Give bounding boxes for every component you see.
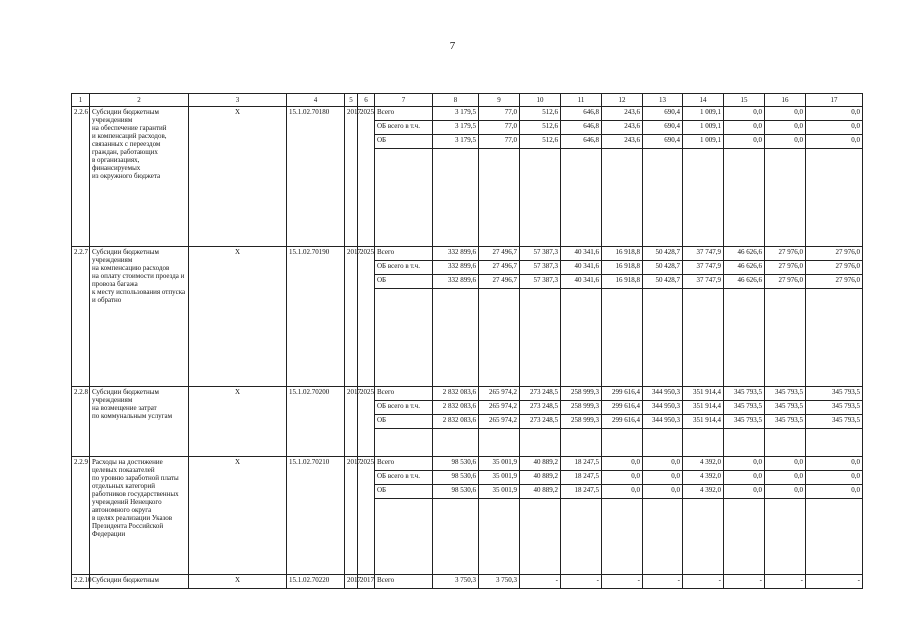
amount-cell: 3 179,5 bbox=[433, 135, 479, 149]
row-number: 2.2.8 bbox=[72, 387, 90, 457]
amount-cell: 0,0 bbox=[806, 121, 863, 135]
row-mark: Х bbox=[189, 247, 287, 387]
amount-cell: 2 832 083,6 bbox=[433, 415, 479, 429]
start-year: 2017 bbox=[345, 387, 358, 457]
empty-cell bbox=[375, 149, 433, 247]
row-mark: Х bbox=[189, 575, 287, 589]
amount-cell: 344 950,3 bbox=[643, 401, 683, 415]
amount-cell: 0,0 bbox=[643, 471, 683, 485]
amount-cell: 332 899,6 bbox=[433, 247, 479, 261]
amount-cell: 0,0 bbox=[724, 457, 765, 471]
amount-cell: 345 793,5 bbox=[724, 387, 765, 401]
start-year: 2017 bbox=[345, 457, 358, 575]
amount-cell: 0,0 bbox=[765, 135, 806, 149]
amount-cell: 37 747,9 bbox=[683, 261, 724, 275]
empty-cell bbox=[806, 499, 863, 575]
amount-cell: 18 247,5 bbox=[561, 485, 602, 499]
empty-cell bbox=[724, 429, 765, 457]
column-header: 4 bbox=[287, 94, 345, 107]
page-number: 7 bbox=[449, 40, 456, 52]
amount-cell: 299 616,4 bbox=[602, 415, 643, 429]
empty-cell bbox=[561, 429, 602, 457]
amount-cell: 0,0 bbox=[806, 471, 863, 485]
amount-cell: 351 914,4 bbox=[683, 401, 724, 415]
amount-cell: 0,0 bbox=[765, 471, 806, 485]
empty-cell bbox=[765, 429, 806, 457]
amount-cell: 646,8 bbox=[561, 107, 602, 121]
column-header: 11 bbox=[561, 94, 602, 107]
amount-cell: 345 793,5 bbox=[724, 415, 765, 429]
empty-cell bbox=[561, 149, 602, 247]
amount-cell: 265 974,2 bbox=[479, 401, 520, 415]
amount-cell: 18 247,5 bbox=[561, 471, 602, 485]
funding-source: ОБ всего в т.ч. bbox=[375, 401, 433, 415]
funding-source: Всего bbox=[375, 107, 433, 121]
empty-cell bbox=[683, 289, 724, 387]
amount-cell: 690,4 bbox=[643, 135, 683, 149]
amount-cell: 27 496,7 bbox=[479, 247, 520, 261]
amount-cell: 3 750,3 bbox=[433, 575, 479, 589]
row-number: 2.2.7 bbox=[72, 247, 90, 387]
amount-cell: 0,0 bbox=[643, 457, 683, 471]
amount-cell: 40 889,2 bbox=[520, 457, 561, 471]
empty-cell bbox=[683, 429, 724, 457]
amount-cell: 16 918,8 bbox=[602, 247, 643, 261]
empty-cell bbox=[375, 289, 433, 387]
amount-cell: 46 626,6 bbox=[724, 261, 765, 275]
end-year: 2025 bbox=[358, 247, 375, 387]
amount-cell: 258 999,3 bbox=[561, 401, 602, 415]
amount-cell: 345 793,5 bbox=[806, 401, 863, 415]
empty-cell bbox=[479, 499, 520, 575]
empty-cell bbox=[520, 499, 561, 575]
amount-cell: 273 248,5 bbox=[520, 401, 561, 415]
amount-cell: 243,6 bbox=[602, 107, 643, 121]
amount-cell: 0,0 bbox=[806, 135, 863, 149]
amount-cell: 512,6 bbox=[520, 107, 561, 121]
row-code: 15.1.02.70200 bbox=[287, 387, 345, 457]
column-header: 16 bbox=[765, 94, 806, 107]
row-number: 2.2.6 bbox=[72, 107, 90, 247]
empty-cell bbox=[375, 499, 433, 575]
empty-cell bbox=[561, 289, 602, 387]
amount-cell: - bbox=[806, 575, 863, 589]
row-description: Расходы на достижение целевых показателей по уровню заработной платы отдельных категорий работников государственных учреждений Ненецкого автономного округа в целях реализации Указов Президента Российской Федерации bbox=[90, 457, 189, 575]
amount-cell: 2 832 083,6 bbox=[433, 401, 479, 415]
column-header: 6 bbox=[358, 94, 375, 107]
amount-cell: 27 976,0 bbox=[765, 247, 806, 261]
amount-cell: 265 974,2 bbox=[479, 387, 520, 401]
end-year: 2017 bbox=[358, 575, 375, 589]
amount-cell: 690,4 bbox=[643, 121, 683, 135]
amount-cell: 345 793,5 bbox=[765, 387, 806, 401]
column-header: 2 bbox=[90, 94, 189, 107]
row-number: 2.2.9 bbox=[72, 457, 90, 575]
amount-cell: 0,0 bbox=[765, 121, 806, 135]
amount-cell: 345 793,5 bbox=[765, 415, 806, 429]
table-row bbox=[72, 387, 863, 401]
row-code: 15.1.02.70190 bbox=[287, 247, 345, 387]
empty-cell bbox=[765, 149, 806, 247]
end-year: 2025 bbox=[358, 107, 375, 247]
empty-cell bbox=[643, 429, 683, 457]
amount-cell: 0,0 bbox=[724, 471, 765, 485]
amount-cell: 0,0 bbox=[765, 107, 806, 121]
empty-cell bbox=[433, 429, 479, 457]
column-header: 12 bbox=[602, 94, 643, 107]
amount-cell: 273 248,5 bbox=[520, 387, 561, 401]
empty-cell bbox=[602, 429, 643, 457]
table-row bbox=[72, 247, 863, 261]
column-header: 8 bbox=[433, 94, 479, 107]
amount-cell: 345 793,5 bbox=[806, 415, 863, 429]
row-code: 15.1.02.70220 bbox=[287, 575, 345, 589]
funding-source: ОБ всего в т.ч. bbox=[375, 471, 433, 485]
amount-cell: 0,0 bbox=[806, 457, 863, 471]
amount-cell: 273 248,5 bbox=[520, 415, 561, 429]
column-header: 15 bbox=[724, 94, 765, 107]
row-description: Субсидии бюджетным учреждениям на компенсацию расходов на оплату стоимости проезда и провоза багажа к месту использования отпуска и обратно bbox=[90, 247, 189, 387]
empty-cell bbox=[724, 499, 765, 575]
funding-source: Всего bbox=[375, 247, 433, 261]
column-header: 13 bbox=[643, 94, 683, 107]
amount-cell: 344 950,3 bbox=[643, 415, 683, 429]
amount-cell: 46 626,6 bbox=[724, 275, 765, 289]
empty-cell bbox=[520, 429, 561, 457]
row-mark: Х bbox=[189, 457, 287, 575]
empty-cell bbox=[765, 499, 806, 575]
funding-source: ОБ bbox=[375, 485, 433, 499]
amount-cell: 1 009,1 bbox=[683, 121, 724, 135]
budget-table bbox=[71, 93, 863, 589]
amount-cell: 27 976,0 bbox=[806, 261, 863, 275]
empty-cell bbox=[643, 289, 683, 387]
amount-cell: 0,0 bbox=[724, 135, 765, 149]
amount-cell: 0,0 bbox=[806, 485, 863, 499]
amount-cell: 646,8 bbox=[561, 135, 602, 149]
amount-cell: 646,8 bbox=[561, 121, 602, 135]
amount-cell: 258 999,3 bbox=[561, 415, 602, 429]
amount-cell: - bbox=[643, 575, 683, 589]
row-mark: Х bbox=[189, 107, 287, 247]
funding-source: Всего bbox=[375, 457, 433, 471]
amount-cell: 0,0 bbox=[806, 107, 863, 121]
amount-cell: 27 976,0 bbox=[806, 275, 863, 289]
funding-source: ОБ всего в т.ч. bbox=[375, 261, 433, 275]
empty-cell bbox=[602, 149, 643, 247]
amount-cell: 0,0 bbox=[765, 485, 806, 499]
column-header: 9 bbox=[479, 94, 520, 107]
amount-cell: 40 341,6 bbox=[561, 275, 602, 289]
amount-cell: 351 914,4 bbox=[683, 415, 724, 429]
amount-cell: 345 793,5 bbox=[724, 401, 765, 415]
amount-cell: 50 428,7 bbox=[643, 247, 683, 261]
amount-cell: 27 496,7 bbox=[479, 275, 520, 289]
amount-cell: 35 001,9 bbox=[479, 457, 520, 471]
row-code: 15.1.02.70210 bbox=[287, 457, 345, 575]
empty-cell bbox=[683, 149, 724, 247]
amount-cell: 98 530,6 bbox=[433, 471, 479, 485]
amount-cell: 46 626,6 bbox=[724, 247, 765, 261]
amount-cell: 1 009,1 bbox=[683, 135, 724, 149]
amount-cell: 16 918,8 bbox=[602, 275, 643, 289]
empty-cell bbox=[433, 499, 479, 575]
amount-cell: 77,0 bbox=[479, 121, 520, 135]
amount-cell: 512,6 bbox=[520, 121, 561, 135]
funding-source: ОБ bbox=[375, 275, 433, 289]
empty-cell bbox=[806, 289, 863, 387]
empty-cell bbox=[479, 429, 520, 457]
table-row bbox=[72, 575, 863, 589]
amount-cell: 243,6 bbox=[602, 121, 643, 135]
amount-cell: 40 889,2 bbox=[520, 471, 561, 485]
row-description: Субсидии бюджетным учреждениям на обеспечение гарантий и компенсаций расходов, связанных с переездом граждан, работающих в организациях, финансируемых из окружного бюджета bbox=[90, 107, 189, 247]
amount-cell: 345 793,5 bbox=[765, 401, 806, 415]
amount-cell: 77,0 bbox=[479, 135, 520, 149]
column-header: 3 bbox=[189, 94, 287, 107]
amount-cell: 299 616,4 bbox=[602, 401, 643, 415]
amount-cell: 0,0 bbox=[765, 457, 806, 471]
column-header: 10 bbox=[520, 94, 561, 107]
amount-cell: 35 001,9 bbox=[479, 485, 520, 499]
amount-cell: 37 747,9 bbox=[683, 247, 724, 261]
empty-cell bbox=[683, 499, 724, 575]
empty-cell bbox=[806, 149, 863, 247]
amount-cell: 0,0 bbox=[602, 485, 643, 499]
amount-cell: 40 341,6 bbox=[561, 261, 602, 275]
funding-source: Всего bbox=[375, 387, 433, 401]
amount-cell: 3 179,5 bbox=[433, 107, 479, 121]
amount-cell: 345 793,5 bbox=[806, 387, 863, 401]
empty-cell bbox=[643, 499, 683, 575]
column-header: 7 bbox=[375, 94, 433, 107]
start-year: 2017 bbox=[345, 575, 358, 589]
amount-cell: 258 999,3 bbox=[561, 387, 602, 401]
amount-cell: - bbox=[561, 575, 602, 589]
amount-cell: 35 001,9 bbox=[479, 471, 520, 485]
empty-cell bbox=[479, 289, 520, 387]
amount-cell: 351 914,4 bbox=[683, 387, 724, 401]
row-description: Субсидии бюджетным bbox=[90, 575, 189, 589]
amount-cell: 0,0 bbox=[602, 457, 643, 471]
row-code: 15.1.02.70180 bbox=[287, 107, 345, 247]
empty-cell bbox=[765, 289, 806, 387]
empty-cell bbox=[602, 289, 643, 387]
column-header: 1 bbox=[72, 94, 90, 107]
start-year: 2017 bbox=[345, 107, 358, 247]
amount-cell: 512,6 bbox=[520, 135, 561, 149]
funding-source: ОБ всего в т.ч. bbox=[375, 121, 433, 135]
empty-cell bbox=[643, 149, 683, 247]
row-description: Субсидии бюджетным учреждениям на возмещение затрат по коммунальным услугам bbox=[90, 387, 189, 457]
amount-cell: - bbox=[602, 575, 643, 589]
amount-cell: 50 428,7 bbox=[643, 261, 683, 275]
empty-cell bbox=[520, 149, 561, 247]
column-header: 14 bbox=[683, 94, 724, 107]
funding-source: Всего bbox=[375, 575, 433, 589]
amount-cell: 344 950,3 bbox=[643, 387, 683, 401]
amount-cell: 332 899,6 bbox=[433, 275, 479, 289]
funding-source: ОБ bbox=[375, 415, 433, 429]
empty-cell bbox=[724, 289, 765, 387]
row-number: 2.2.10 bbox=[72, 575, 90, 589]
amount-cell: 0,0 bbox=[602, 471, 643, 485]
empty-cell bbox=[375, 429, 433, 457]
amount-cell: 0,0 bbox=[724, 107, 765, 121]
amount-cell: 4 392,0 bbox=[683, 471, 724, 485]
header-row bbox=[72, 94, 863, 107]
amount-cell: 299 616,4 bbox=[602, 387, 643, 401]
amount-cell: 332 899,6 bbox=[433, 261, 479, 275]
amount-cell: 3 179,5 bbox=[433, 121, 479, 135]
empty-cell bbox=[520, 289, 561, 387]
amount-cell: 57 387,3 bbox=[520, 275, 561, 289]
amount-cell: 27 976,0 bbox=[806, 247, 863, 261]
amount-cell: 57 387,3 bbox=[520, 247, 561, 261]
amount-cell: 57 387,3 bbox=[520, 261, 561, 275]
empty-cell bbox=[561, 499, 602, 575]
empty-cell bbox=[724, 149, 765, 247]
amount-cell: 2 832 083,6 bbox=[433, 387, 479, 401]
end-year: 2025 bbox=[358, 387, 375, 457]
start-year: 2017 bbox=[345, 247, 358, 387]
empty-cell bbox=[602, 499, 643, 575]
amount-cell: 40 889,2 bbox=[520, 485, 561, 499]
amount-cell: 0,0 bbox=[724, 121, 765, 135]
empty-cell bbox=[806, 429, 863, 457]
amount-cell: 50 428,7 bbox=[643, 275, 683, 289]
empty-cell bbox=[433, 289, 479, 387]
amount-cell: 37 747,9 bbox=[683, 275, 724, 289]
empty-cell bbox=[479, 149, 520, 247]
funding-source: ОБ bbox=[375, 135, 433, 149]
amount-cell: 27 976,0 bbox=[765, 261, 806, 275]
amount-cell: 27 496,7 bbox=[479, 261, 520, 275]
amount-cell: 690,4 bbox=[643, 107, 683, 121]
amount-cell: 98 530,6 bbox=[433, 485, 479, 499]
amount-cell: 77,0 bbox=[479, 107, 520, 121]
amount-cell: 3 750,3 bbox=[479, 575, 520, 589]
amount-cell: - bbox=[724, 575, 765, 589]
amount-cell: 243,6 bbox=[602, 135, 643, 149]
amount-cell: 98 530,6 bbox=[433, 457, 479, 471]
amount-cell: 265 974,2 bbox=[479, 415, 520, 429]
column-header: 5 bbox=[345, 94, 358, 107]
amount-cell: - bbox=[683, 575, 724, 589]
amount-cell: - bbox=[520, 575, 561, 589]
amount-cell: 40 341,6 bbox=[561, 247, 602, 261]
row-mark: Х bbox=[189, 387, 287, 457]
amount-cell: 1 009,1 bbox=[683, 107, 724, 121]
end-year: 2025 bbox=[358, 457, 375, 575]
amount-cell: 0,0 bbox=[643, 485, 683, 499]
amount-cell: 18 247,5 bbox=[561, 457, 602, 471]
amount-cell: - bbox=[765, 575, 806, 589]
empty-cell bbox=[433, 149, 479, 247]
column-header: 17 bbox=[806, 94, 863, 107]
amount-cell: 27 976,0 bbox=[765, 275, 806, 289]
amount-cell: 0,0 bbox=[724, 485, 765, 499]
amount-cell: 4 392,0 bbox=[683, 457, 724, 471]
table-row bbox=[72, 107, 863, 121]
table-row bbox=[72, 457, 863, 471]
amount-cell: 16 918,8 bbox=[602, 261, 643, 275]
amount-cell: 4 392,0 bbox=[683, 485, 724, 499]
